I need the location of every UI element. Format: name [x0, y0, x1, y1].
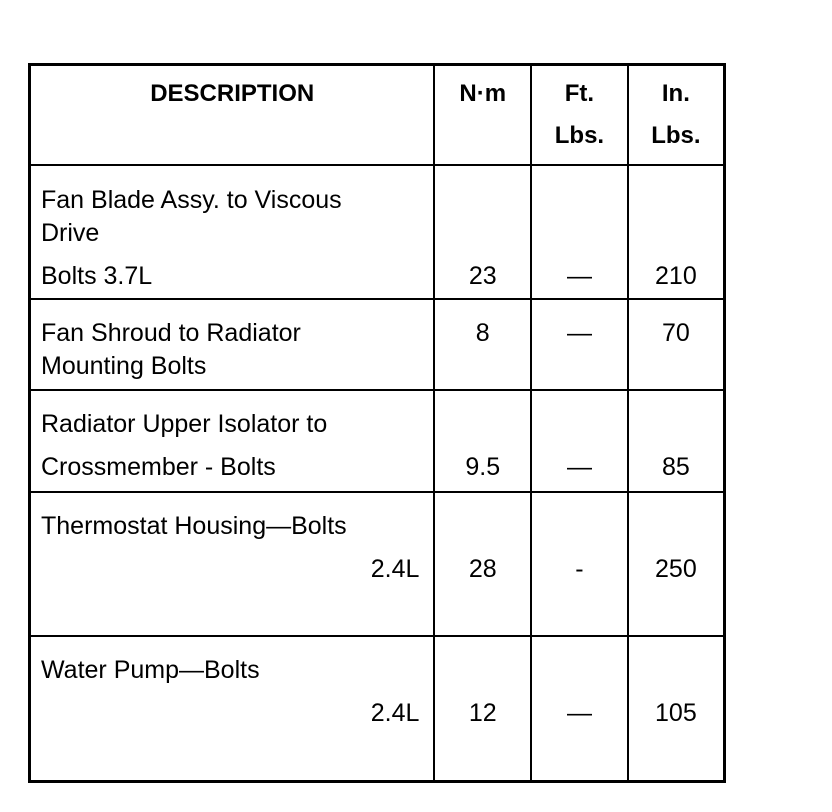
ft-value: -	[575, 555, 584, 583]
row-description-line: Fan Blade Assy. to Viscous	[41, 186, 342, 214]
nm-value: 28	[468, 555, 497, 583]
table-row	[30, 299, 725, 390]
header-description	[30, 65, 435, 166]
header-in-lbs-label: Lbs.	[651, 122, 701, 149]
row-nm-value	[434, 165, 531, 299]
row-nm-value	[434, 492, 531, 636]
row-description-line: 2.4L	[370, 699, 420, 727]
row-in-value	[628, 636, 725, 782]
header-nm-label: N·m	[459, 80, 507, 107]
row-description	[30, 390, 435, 492]
table-row	[30, 390, 725, 492]
row-description-line: Drive	[41, 219, 100, 247]
in-value: 250	[655, 555, 697, 583]
ft-value: —	[566, 319, 592, 347]
row-ft-value	[531, 299, 628, 390]
row-description	[30, 299, 435, 390]
header-nm	[434, 65, 531, 166]
nm-value: 23	[468, 262, 497, 290]
header-ft-lbs	[531, 65, 628, 166]
header-ft-lbs-label: Lbs.	[554, 122, 605, 149]
row-in-value	[628, 299, 725, 390]
ft-value: —	[566, 453, 592, 481]
header-ft-label: Ft.	[564, 80, 595, 107]
row-description-line: Fan Shroud to Radiator	[41, 319, 301, 347]
row-ft-value	[531, 492, 628, 636]
row-description-line: Crossmember - Bolts	[41, 453, 276, 481]
in-value: 70	[661, 319, 690, 347]
row-nm-value	[434, 390, 531, 492]
table-header-row	[30, 65, 725, 166]
table-row	[30, 636, 725, 782]
row-in-value	[628, 390, 725, 492]
nm-value: 12	[468, 699, 497, 727]
nm-value: 9.5	[465, 453, 501, 481]
row-description-line: 2.4L	[370, 555, 420, 583]
ft-value: —	[566, 699, 592, 727]
row-description	[30, 636, 435, 782]
nm-value: 8	[475, 319, 490, 347]
table-row	[30, 165, 725, 299]
ft-value: —	[566, 262, 592, 290]
row-description-line: Water Pump—Bolts	[41, 656, 260, 684]
row-nm-value	[434, 636, 531, 782]
row-description-line: Thermostat Housing—Bolts	[41, 512, 347, 540]
row-ft-value	[531, 165, 628, 299]
row-description-line: Mounting Bolts	[41, 352, 207, 380]
row-in-value	[628, 492, 725, 636]
torque-specifications-table	[28, 63, 726, 783]
row-description-line: Bolts 3.7L	[41, 262, 153, 290]
row-description	[30, 492, 435, 636]
table-row	[30, 492, 725, 636]
in-value: 210	[655, 262, 697, 290]
header-in-label: In.	[661, 80, 690, 107]
row-ft-value	[531, 636, 628, 782]
row-description	[30, 165, 435, 299]
row-in-value	[628, 165, 725, 299]
in-value: 85	[661, 453, 690, 481]
in-value: 105	[655, 699, 697, 727]
header-in-lbs	[628, 65, 725, 166]
row-nm-value	[434, 299, 531, 390]
row-ft-value	[531, 390, 628, 492]
header-description-label: DESCRIPTION	[150, 80, 315, 107]
row-description-line: Radiator Upper Isolator to	[41, 410, 328, 438]
